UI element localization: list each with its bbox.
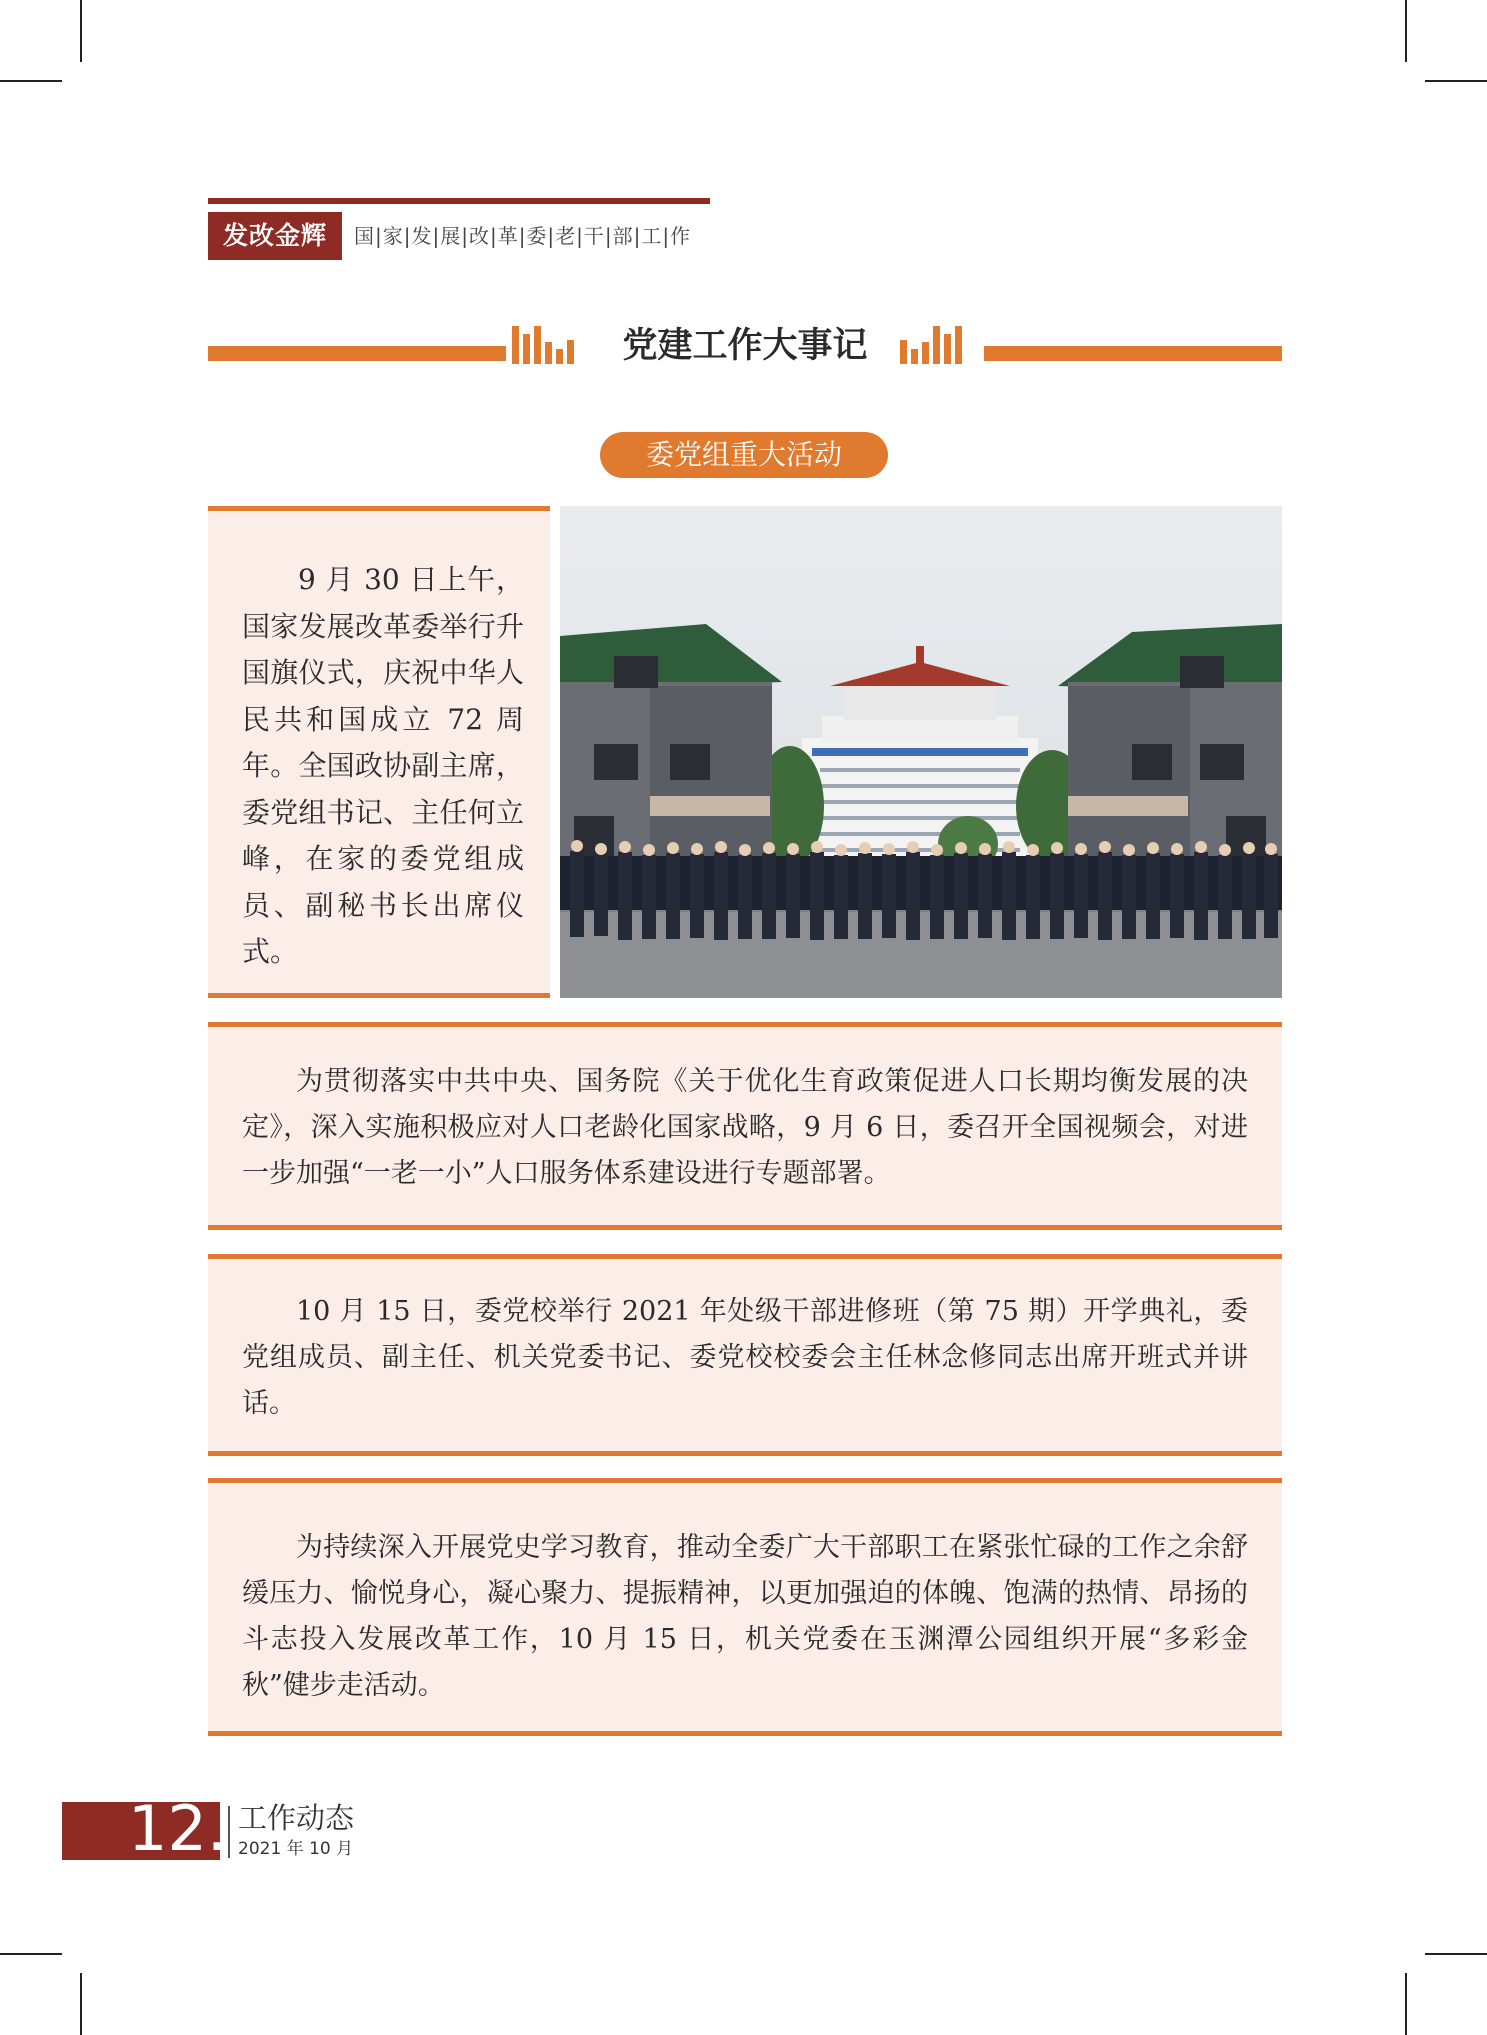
section-rule-left xyxy=(208,346,506,361)
news-entry xyxy=(208,1478,1282,1736)
crop-mark-top-left xyxy=(0,80,62,82)
crop-mark-bottom-right xyxy=(1425,1953,1487,1955)
entry-text: 9 月 30 日上午，国家发展改革委举行升国旗仪式，庆祝中华人民共和国成立 72 周年。全国政协副主席，委党组书记、主任何立峰，在家的委党组成员、副秘书长出席仪式。 xyxy=(242,563,524,968)
bar-chart-icon-right xyxy=(900,326,962,364)
folio-divider xyxy=(228,1806,230,1858)
header-rule xyxy=(208,198,710,204)
news-entry xyxy=(208,1254,1282,1456)
news-entry xyxy=(208,506,550,998)
crop-mark-bottom-right xyxy=(1405,1973,1407,2035)
column-name: 工作动态 xyxy=(238,1801,355,1835)
bar-chart-icon-left xyxy=(512,326,574,364)
page-number: 12. xyxy=(128,1792,227,1865)
header-subtitle: 国|家|发|展|改|革|委|老|干|部|工|作 xyxy=(354,224,692,248)
category-tag: 委党组重大活动 xyxy=(600,432,888,478)
brand-logo: 发改金辉 xyxy=(208,212,342,260)
issue-date: 2021 年 10 月 xyxy=(238,1839,354,1859)
crop-mark-top-right xyxy=(1425,80,1487,82)
crop-mark-top-left xyxy=(80,0,82,62)
entry-text: 10 月 15 日，委党校举行 2021 年处级干部进修班（第 75 期）开学典礼，委党组成员、副主任、机关党委书记、委党校校委会主任林念修同志出席开班式并讲话。 xyxy=(242,1296,1248,1419)
news-entry xyxy=(208,1022,1282,1230)
crop-mark-top-right xyxy=(1405,0,1407,62)
entry-text: 为贯彻落实中共中央、国务院《关于优化生育政策促进人口长期均衡发展的决定》，深入实施积极应对人口老龄化国家战略，9 月 6 日，委召开全国视频会，对进一步加强“一老一小”人口服务体系建设进行专题部署。 xyxy=(242,1066,1248,1189)
flag-ceremony-photo xyxy=(560,506,1282,998)
crop-mark-bottom-left xyxy=(0,1953,62,1955)
section-rule-right xyxy=(984,346,1282,361)
section-title: 党建工作大事记 xyxy=(622,326,868,366)
crop-mark-bottom-left xyxy=(80,1973,82,2035)
entry-text: 为持续深入开展党史学习教育，推动全委广大干部职工在紧张忙碌的工作之余舒缓压力、愉悦身心，凝心聚力、提振精神，以更加强迫的体魄、饱满的热情、昂扬的斗志投入发展改革工作，10 月 15 日，机关党委在玉渊潭公园组织开展“多彩金秋”健步走活动。 xyxy=(242,1532,1248,1701)
